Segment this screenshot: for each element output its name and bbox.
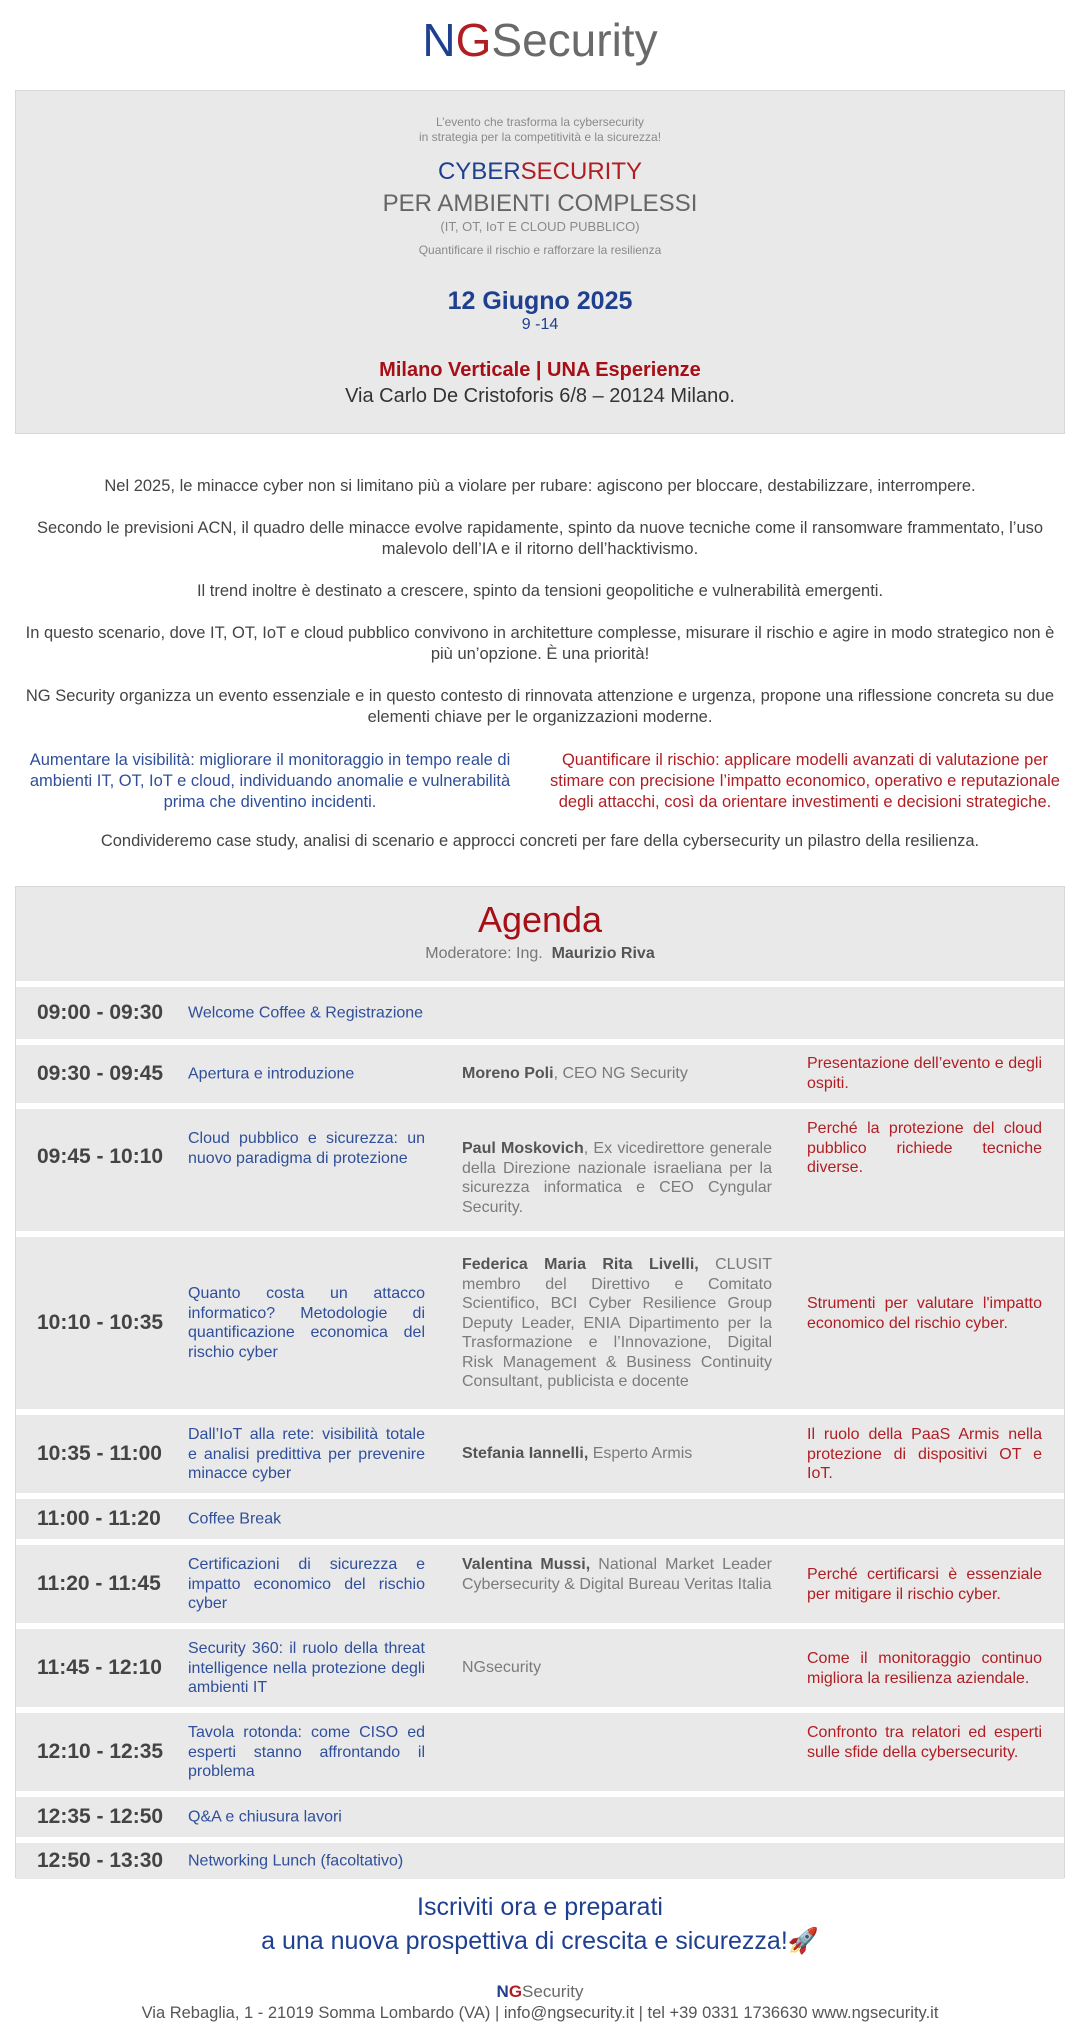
agenda-row (16, 1045, 1064, 1103)
intro-paragraph-5: NG Security organizza un evento essenziale e in questo contesto di rinnovata attenzione e urgenza, propone una riflessione concreta su due elementi chiave per le organizzazioni moderne. (25, 687, 1055, 726)
agenda-time: 10:10 - 10:35 (37, 1311, 164, 1334)
speaker-role: , Ex vicedirettore generale della Direzione nazionale israeliana per la sicurezza informatica e CEO Cyngular Security. (462, 1140, 773, 1216)
logo-n: N (422, 14, 456, 66)
hero-tagline-1: L’evento che trasforma la cybersecurity (435, 115, 645, 129)
agenda-note: Perché la protezione del cloud pubblico richiede tecniche diverse. (807, 1120, 1042, 1176)
agenda-time: 10:35 - 11:00 (37, 1442, 162, 1465)
intro-paragraph-3: Il trend inoltre è destinato a crescere, spinto da tensioni geopolitiche e vulnerabilità emergenti. (196, 582, 884, 600)
agenda-time: 11:00 - 11:20 (37, 1507, 161, 1530)
agenda-time: 12:50 - 13:30 (37, 1849, 164, 1872)
event-address: Via Carlo De Cristoforis 6/8 – 20124 Milano. (345, 385, 735, 407)
speaker-name: Moreno Poli (462, 1065, 554, 1082)
agenda-topic: Dall’IoT alla rete: visibilità totale e analisi predittiva per prevenire minacce cyber (188, 1425, 425, 1482)
agenda-topic: Quanto costa un attacco informatico? Metodologie di quantificazione economica del rischio cyber (188, 1285, 425, 1361)
agenda-speaker (462, 1658, 772, 1678)
agenda-note: Perché certificarsi è essenziale per mitigare il rischio cyber. (807, 1566, 1042, 1603)
intro-paragraph-4: In questo scenario, dove IT, OT, IoT e cloud pubblico convivono in architetture complesse, misurare il rischio e agire in modo strategico non è più un’opzione. È una priorità! (25, 624, 1055, 663)
agenda-note: Strumenti per valutare l'impatto economico del rischio cyber. (807, 1295, 1042, 1332)
agenda-topic: Welcome Coffee & Registrazione (188, 1004, 424, 1022)
logo-security: Security (491, 14, 658, 66)
agenda-moderator (16, 945, 1064, 963)
agenda-row (16, 987, 1064, 1039)
logo-g: G (455, 14, 492, 66)
agenda-note: Il ruolo della PaaS Armis nella protezione di dispositivi OT e IoT. (807, 1426, 1042, 1482)
speaker-role: CLUSIT membro del Direttivo e Comitato Scientifico, BCI Cyber Resilience Group Deputy Leader, ENIA Dipartimento per la Trasformazione e l’Innovazione, Digital Risk Management & Business Continuity Consultant, publicista e docente (462, 1256, 772, 1390)
speaker-role: Esperto Armis (588, 1445, 693, 1462)
cta-line-2[interactable]: a una nuova prospettiva di crescita e sicurezza!🚀 (261, 1927, 819, 1955)
agenda-row (16, 1109, 1064, 1231)
agenda-time: 11:20 - 11:45 (37, 1572, 161, 1595)
agenda-speaker (462, 1255, 772, 1392)
speaker-role: , CEO NG Security (553, 1065, 688, 1082)
agenda-row (16, 1237, 1064, 1409)
event-subtitle: PER AMBIENTI COMPLESSI (382, 190, 698, 217)
agenda-row (16, 1843, 1064, 1879)
agenda-title: Agenda (477, 899, 603, 940)
key-point-risk: Quantificare il rischio: applicare modelli avanzati di valutazione per stimare con precisione l’impatto economico, operativo e reputazionale degli attacchi, così da orientare investimenti e decisioni strategiche. (550, 751, 1060, 811)
speaker-role: National Market Leader Cybersecurity & Digital Bureau Veritas Italia (462, 1556, 772, 1593)
event-title (16, 157, 1064, 187)
agenda-topic: Security 360: il ruolo della threat intelligence nella protezione degli ambienti IT (188, 1639, 425, 1696)
event-motto: Quantificare il rischio e rafforzare la resilienza (418, 243, 662, 257)
agenda-row (16, 1713, 1064, 1791)
agenda-speaker (462, 1064, 772, 1084)
agenda-topic: Coffee Break (188, 1510, 282, 1528)
agenda-header (16, 887, 1064, 981)
agenda-time: 12:35 - 12:50 (37, 1805, 164, 1828)
agenda-topic: Q&A e chiusura lavori (188, 1808, 342, 1826)
speaker-role: NGsecurity (462, 1659, 542, 1676)
agenda-note: Come il monitoraggio continuo migliora la resilienza aziendale. (807, 1650, 1042, 1687)
agenda-time: 11:45 - 12:10 (37, 1656, 162, 1679)
agenda-topic: Cloud pubblico e sicurezza: un nuovo paradigma di protezione (188, 1130, 425, 1167)
moderator-label: Moderatore: Ing. (425, 945, 543, 962)
intro-paragraph-2: Secondo le previsioni ACN, il quadro delle minacce evolve rapidamente, spinto da nuove tecniche come il ransomware frammentato, l’uso malevolo dell’IA e il ritorno dell’hacktivismo. (36, 519, 1044, 558)
footer-contacts: Via Rebaglia, 1 - 21019 Somma Lombardo (VA) | info@ngsecurity.it | tel +39 0331 1736630 www.ngsecurity.it (141, 2004, 939, 2022)
footer-logo (0, 1982, 1080, 2002)
cta-line-1[interactable]: Iscriviti ora e preparati (417, 1893, 663, 1921)
event-venue: Milano Verticale | UNA Esperienze (379, 359, 701, 381)
agenda-note: Confronto tra relatori ed esperti sulle sfide della cybersecurity. (807, 1724, 1042, 1761)
event-title-security: SECURITY (520, 158, 643, 185)
agenda-topic: Tavola rotonda: come CISO ed esperti stanno affrontando il problema (188, 1723, 425, 1780)
hero-tagline-2: in strategia per la competitività e la sicurezza! (418, 130, 662, 144)
speaker-name: Valentina Mussi, (462, 1556, 591, 1573)
event-scope: (IT, OT, IoT E CLOUD PUBBLICO) (440, 219, 640, 234)
event-hero-banner (15, 90, 1065, 434)
agenda-time: 09:30 - 09:45 (37, 1062, 164, 1085)
agenda-row (16, 1545, 1064, 1623)
agenda-topic: Certificazioni di sicurezza e impatto economico del rischio cyber (188, 1555, 425, 1612)
speaker-name: Paul Moskovich (462, 1140, 584, 1157)
agenda-topic: Apertura e introduzione (188, 1065, 355, 1083)
event-title-cyber: CYBER (437, 158, 521, 185)
key-point-visibility: Aumentare la visibilità: migliorare il monitoraggio in tempo reale di ambienti IT, OT, IoT e cloud, individuando anomalie e vulnerabilità prima che diventino incidenti. (29, 751, 511, 811)
agenda-row (16, 1499, 1064, 1539)
agenda-note: Presentazione dell’evento e degli ospiti. (807, 1055, 1042, 1092)
agenda-time: 09:00 - 09:30 (37, 1001, 164, 1024)
agenda-row (16, 1797, 1064, 1837)
agenda-speaker (462, 1555, 772, 1594)
agenda-topic: Networking Lunch (facoltativo) (188, 1852, 404, 1870)
intro-paragraph-1: Nel 2025, le minacce cyber non si limitano più a violare per rubare: agiscono per bloccare, destabilizzare, interrompere. (104, 477, 976, 495)
moderator-name: Maurizio Riva (551, 945, 655, 962)
agenda-time: 09:45 - 10:10 (37, 1145, 164, 1168)
ngsecurity-logo (0, 12, 1080, 68)
registration-cta[interactable] (0, 1890, 1080, 1958)
agenda-speaker (462, 1139, 772, 1217)
intro-outro: Condivideremo case study, analisi di scenario e approcci concreti per fare della cybersecurity un pilastro della resilienza. (100, 832, 980, 850)
event-date: 12 Giugno 2025 (447, 287, 633, 315)
event-time: 9 -14 (521, 316, 559, 333)
agenda-row (16, 1415, 1064, 1493)
footer-logo-n: N (496, 1982, 509, 2001)
speaker-name: Federica Maria Rita Livelli, (462, 1256, 699, 1273)
footer-logo-security: Security (522, 1982, 584, 2001)
agenda-row (16, 1629, 1064, 1707)
agenda-speaker (462, 1444, 772, 1464)
agenda-time: 12:10 - 12:35 (37, 1740, 164, 1763)
speaker-name: Stefania Iannelli, (462, 1445, 589, 1462)
agenda-table (15, 886, 1065, 1878)
footer-logo-g: G (508, 1982, 523, 2001)
